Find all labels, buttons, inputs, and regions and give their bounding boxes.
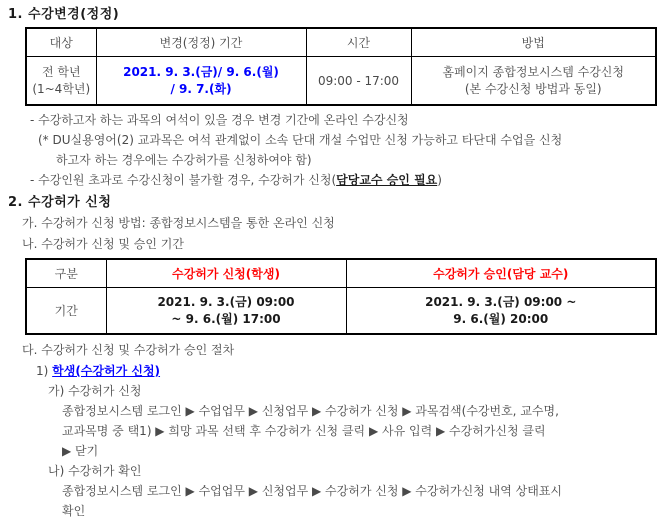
cell-time: 09:00 - 17:00: [306, 57, 411, 106]
method-line1: 홈페이지 종합정보시스템 수강신청: [442, 64, 624, 79]
header-period: 변경(정정) 기간: [96, 28, 306, 57]
header-professor-approve: 수강허가 승인(담당 교수): [346, 259, 656, 288]
note-line2: (* DU실용영어(2) 교과목은 여석 관계없이 소속 단대 개설 수업만 신청 가능하고 타단대 수업을 신청: [38, 133, 563, 147]
header-student-apply: 수강허가 신청(학생): [106, 259, 346, 288]
table-header-row: [26, 28, 656, 57]
professor-period-line2: 9. 6.(월) 20:00: [453, 311, 549, 326]
section1-heading: 1. 수강변경(정정): [8, 7, 120, 22]
header-target: 대상: [26, 28, 96, 57]
item-na: 나. 수강허가 신청 및 승인 기간: [22, 237, 184, 251]
header-time: 시간: [306, 28, 411, 57]
step1b-title: 나) 수강허가 확인: [48, 464, 142, 478]
cell-row-label: 기간: [26, 288, 106, 335]
step1a-title: 가) 수강허가 신청: [48, 384, 142, 398]
step1a-procedure-line2: 교과목명 중 택1) ▶ 희망 과목 선택 후 수강허가 신청 클릭 ▶ 사유 입력 ▶ 수강허가신청 클릭: [62, 424, 546, 438]
target-line2: (1~4학년): [32, 81, 91, 96]
cell-professor-period: [346, 288, 656, 335]
cell-target: [26, 57, 96, 106]
note-line4: [30, 170, 667, 190]
note-line4-suffix: ): [437, 173, 442, 187]
table-row: [26, 57, 656, 106]
student-period-line2: ~ 9. 6.(월) 17:00: [171, 311, 281, 326]
item-ga: 가. 수강허가 신청 방법: 종합정보시스템을 통한 온라인 신청: [22, 216, 335, 230]
note-line3: 하고자 하는 경우에는 수강허가를 신청하여야 함): [56, 153, 312, 167]
cell-period: [96, 57, 306, 106]
period-line2: / 9. 7.(화): [170, 81, 232, 96]
header-category: 구분: [26, 259, 106, 288]
step1-title-line: [36, 361, 667, 381]
step1a-procedure-line1: 종합정보시스템 로그인 ▶ 수업업무 ▶ 신청업무 ▶ 수강허가 신청 ▶ 과목검색(수강번호, 교수명,: [62, 404, 559, 418]
step1b-procedure-line2: 확인: [62, 504, 86, 518]
permission-period-table: [25, 258, 657, 335]
section2-heading: 2. 수강허가 신청: [8, 195, 112, 210]
cell-student-period: [106, 288, 346, 335]
table-header-row: [26, 259, 656, 288]
step1-number: 1): [36, 364, 53, 378]
period-line1: 2021. 9. 3.(금)/ 9. 6.(월): [123, 64, 279, 79]
note-line4-emphasis: 담당교수 승인 필요: [336, 173, 438, 187]
table-row: [26, 288, 656, 335]
student-period-line1: 2021. 9. 3.(금) 09:00: [157, 294, 295, 309]
note-line4-prefix: - 수강인원 초과로 수강신청이 불가할 경우, 수강허가 신청(: [30, 173, 337, 187]
cell-method: [411, 57, 656, 106]
course-change-table: [25, 27, 657, 106]
header-method: 방법: [411, 28, 656, 57]
note-line1: - 수강하고자 하는 과목의 여석이 있을 경우 변경 기간에 온라인 수강신청: [30, 113, 409, 127]
method-line2: (본 수강신청 방법과 동일): [464, 81, 602, 96]
step1b-procedure-line1: 종합정보시스템 로그인 ▶ 수업업무 ▶ 신청업무 ▶ 수강허가 신청 ▶ 수강허가신청 내역 상태표시: [62, 484, 563, 498]
professor-period-line1: 2021. 9. 3.(금) 09:00 ~: [425, 294, 577, 309]
step1a-procedure-line3: ▶ 닫기: [62, 444, 99, 458]
step1-title: 학생(수강허가 신청): [52, 364, 161, 378]
target-line1: 전 학년: [41, 64, 81, 79]
item-da: 다. 수강허가 신청 및 수강허가 승인 절차: [22, 343, 235, 357]
